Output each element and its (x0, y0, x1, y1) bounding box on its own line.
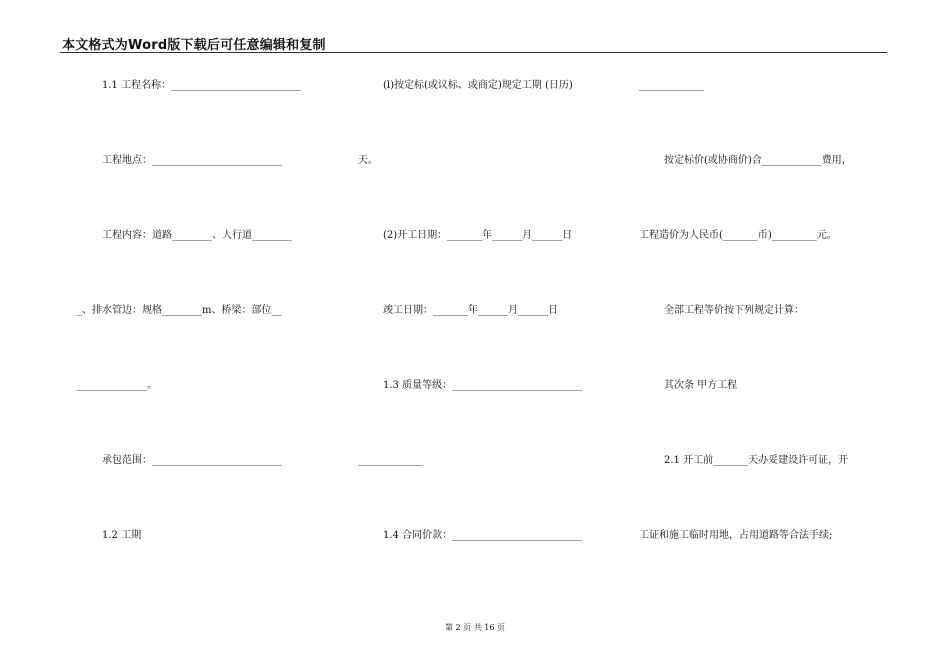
text-line: 全部工程等价按下列规定计算： (664, 305, 804, 316)
text-line: 1.3 质量等级：__________________________ (383, 380, 583, 391)
header-title: 本文格式为Word版下载后可任意编辑和复制 (62, 38, 326, 53)
text-line: 其次条 甲方工程 (664, 380, 738, 391)
text-line: _____________ (639, 80, 704, 91)
text-line: (l)按定标(或议标、或商定)规定工期 (日历) (383, 80, 573, 91)
text-line: 工证和施工临时用地，占用道路等合法手续; (639, 530, 833, 541)
text-line: 1.2 工期 (102, 530, 142, 541)
text-line: _____________ (358, 455, 423, 466)
text-line: 竣工日期：_______年______月______日 (383, 305, 558, 316)
text-line: 天。 (358, 155, 378, 166)
text-line: 按定标价(或协商价)合____________费用， (664, 155, 852, 166)
text-line: 工程地点：__________________________ (102, 155, 282, 166)
text-line: (2)开工日期：_______年______月______日 (383, 230, 573, 241)
text-line: 1.4 合同价款：__________________________ (383, 530, 583, 541)
text-line: ______________。 (77, 380, 157, 391)
text-line: 1.1 工程名称：__________________________ (102, 80, 302, 91)
text-line: _、排水管边：规格________m、桥梁：部位__ (77, 305, 282, 316)
header-divider (60, 52, 887, 53)
text-line: 2.1 开工前_______天办妥建设许可证，开 (664, 455, 849, 466)
page-number: 第 2 页 共 16 页 (445, 623, 505, 632)
text-line: 工程造价为人民币(_______币)_________元。 (639, 230, 837, 241)
text-line: 承包范围：__________________________ (102, 455, 282, 466)
text-line: 工程内容：道路________、人行道________ (102, 230, 292, 241)
